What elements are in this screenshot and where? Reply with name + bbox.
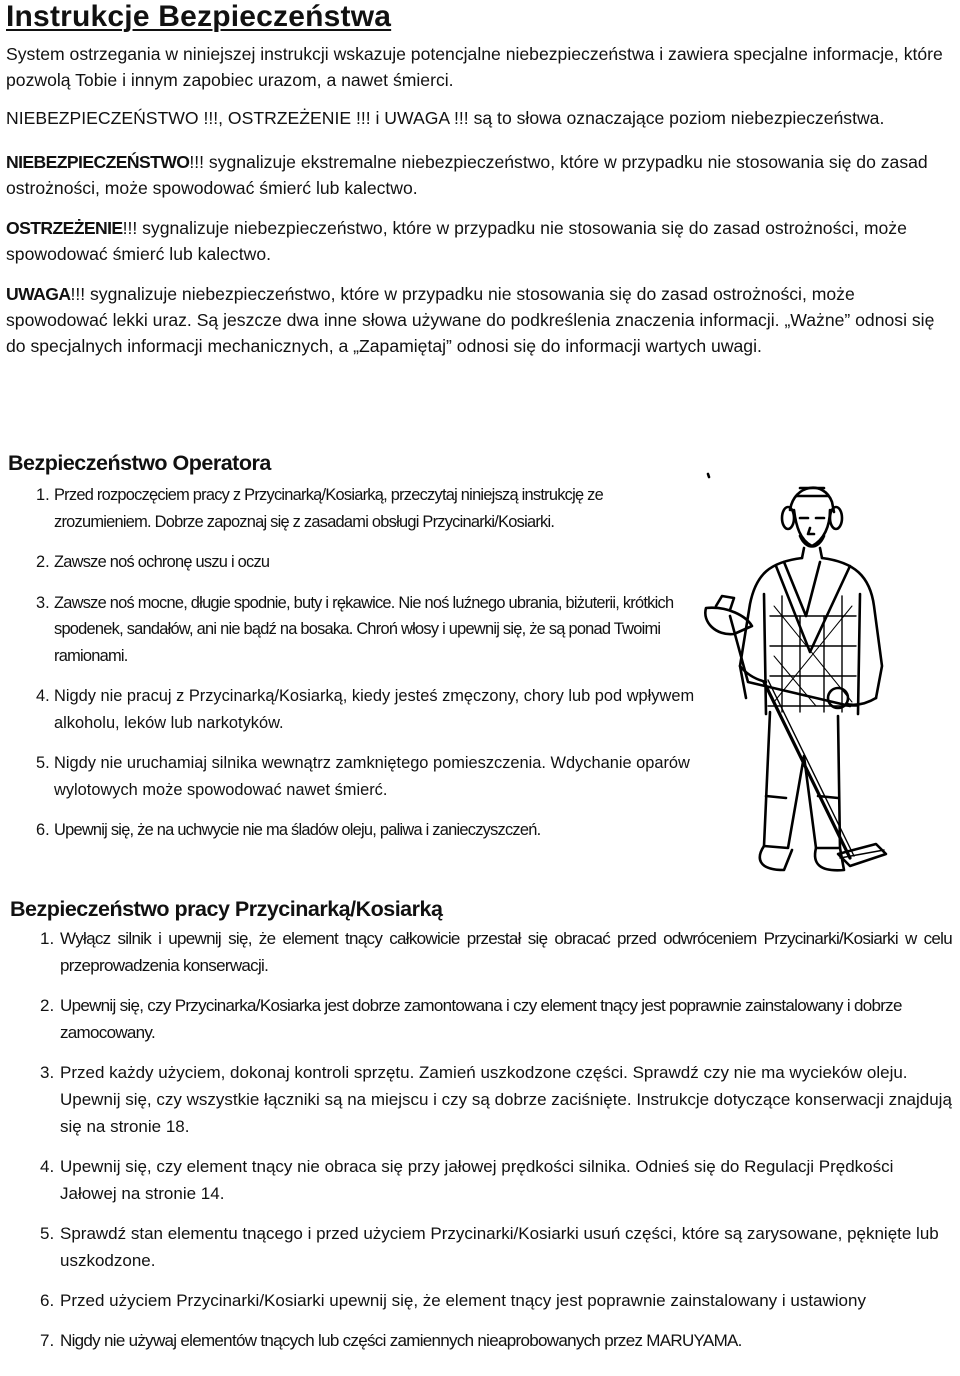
item-number: 1. [36, 486, 50, 504]
list-item [40, 925, 952, 979]
list-item [36, 750, 700, 803]
caution-paragraph [6, 281, 954, 359]
item-text: Zawsze noś mocne, długie spodnie, buty i rękawice. Nie noś luźnego ubrania, biżuterii, krótkich spodenek, sandałów, ani nie bądź na bosaka. Chroń włosy i upewnij się, że są ponad Twoimi ramionami. [54, 593, 674, 665]
list-item [40, 1059, 952, 1140]
item-number: 6. [36, 821, 50, 839]
list-item [40, 992, 952, 1046]
item-number: 4. [40, 1157, 55, 1176]
danger-paragraph [6, 149, 954, 201]
list-item [36, 817, 700, 844]
list-item [40, 1220, 952, 1274]
item-number: 5. [40, 1224, 55, 1243]
item-number: 3. [36, 593, 50, 612]
intro-paragraph: System ostrzegania w niniejszej instrukcji wskazuje potencjalne niebezpieczeństwa i zawiera specjalne informacje, które pozwolą Tobie i innym zapobiec urazom, a nawet śmierci. [6, 44, 943, 90]
warning-system-intro [6, 41, 954, 359]
item-text: Wyłącz silnik i upewnij się, że element tnący całkowicie przestał się obracać przed odwróceniem Przycinarki/Kosiarki w celu przeprowadzenia konserwacji. [60, 929, 952, 975]
item-text: Zawsze noś ochronę uszu i oczu [54, 553, 270, 571]
warning-paragraph [6, 215, 954, 267]
caution-label: UWAGA [6, 284, 71, 304]
list-item [40, 1153, 952, 1207]
item-text: Nigdy nie uruchamiaj silnika wewnątrz zamkniętego pomieszczenia. Wdychanie oparów wylotowych może spowodować nawet śmierć. [54, 754, 690, 799]
item-text: Nigdy nie pracuj z Przycinarką/Kosiarką, kiedy jesteś zmęczony, chory lub pod wpływem alkoholu, leków lub narkotyków. [54, 687, 695, 732]
item-text: Sprawdź stan elementu tnącego i przed użyciem Przycinarki/Kosiarki usuń części, które są zarysowane, pęknięte lub uszkodzone. [60, 1224, 939, 1270]
machine-safety-list [40, 925, 952, 1367]
item-number: 4. [36, 687, 50, 705]
item-number: 2. [40, 996, 55, 1015]
list-item [36, 590, 700, 670]
item-number: 7. [40, 1331, 55, 1350]
list-item [36, 683, 700, 736]
item-text: Przed rozpoczęciem pracy z Przycinarką/Kosiarką, przeczytaj niniejszą instrukcję ze zrozumieniem. Dobrze zapoznaj się z zasadami obsługi Przycinarki/Kosiarki. [54, 486, 603, 531]
item-text: Upewnij się, czy Przycinarka/Kosiarka jest dobrze zamontowana i czy element tnący jest poprawnie zainstalowany i dobrze zamocowany. [60, 996, 902, 1042]
list-item [36, 549, 700, 576]
item-text: Upewnij się, że na uchwycie nie ma śladów oleju, paliwa i zanieczyszczeń. [54, 821, 541, 839]
list-item [36, 482, 700, 535]
item-number: 5. [36, 754, 50, 772]
item-text: Nigdy nie używaj elementów tnących lub części zamiennych nieaprobowanych przez MARUYAMA. [60, 1331, 742, 1350]
caution-text: !!! sygnalizuje niebezpieczeństwo, które w przypadku nie stosowania się do zasad ostrożności, może spowodować lekki uraz. Są jeszcze dwa inne słowa używane do podkreślenia znaczenia informacji. „Ważne” odnosi się do specjalnych informacji mechanicznych, a „Zapamiętaj” odnosi się do informacji wartych uwagi. [6, 284, 935, 356]
page-title: Instrukcje Bezpieczeństwa [6, 0, 392, 33]
operator-safety-heading: Bezpieczeństwo Operatora [8, 451, 271, 475]
list-item [40, 1327, 952, 1354]
danger-text: !!! sygnalizuje ekstremalne niebezpieczeństwo, które w przypadku nie stosowania się do zasad ostrożności, może spowodować śmierć lub kalectwo. [6, 152, 928, 198]
item-number: 1. [40, 929, 55, 948]
item-text: Przed użyciem Przycinarki/Kosiarki upewnij się, że element tnący jest poprawnie zainstalowany i ustawiony [60, 1291, 866, 1310]
operator-with-trimmer-illustration [700, 466, 900, 896]
danger-label: NIEBEZPIECZEŃSTWO [6, 152, 190, 172]
warning-label: OSTRZEŻENIE [6, 218, 123, 238]
item-number: 2. [36, 553, 50, 571]
item-number: 6. [40, 1291, 55, 1310]
list-item [40, 1287, 952, 1314]
warning-text: !!! sygnalizuje niebezpieczeństwo, które w przypadku nie stosowania się do zasad ostrożności, może spowodować śmierć lub kalectwo. [6, 218, 907, 264]
item-text: Upewnij się, czy element tnący nie obraca się przy jałowej prędkości silnika. Odnieś się do Regulacji Prędkości Jałowej na stronie 14. [60, 1157, 894, 1203]
machine-safety-heading: Bezpieczeństwo pracy Przycinarką/Kosiarką [10, 897, 443, 921]
signal-words-paragraph: NIEBEZPIECZEŃSTWO !!!, OSTRZEŻENIE !!! i UWAGA !!! są to słowa oznaczające poziom niebezpieczeństwa. [6, 108, 885, 128]
operator-safety-list [36, 482, 700, 858]
item-number: 3. [40, 1063, 55, 1082]
item-text: Przed każdy użyciem, dokonaj kontroli sprzętu. Zamień uszkodzone części. Sprawdź czy nie ma wycieków oleju. Upewnij się, czy wszystkie łączniki są na miejscu i czy są dobrze zaciśnięte. Instrukcje dotyczące konserwacji znajdują się na stronie 18. [60, 1063, 952, 1136]
